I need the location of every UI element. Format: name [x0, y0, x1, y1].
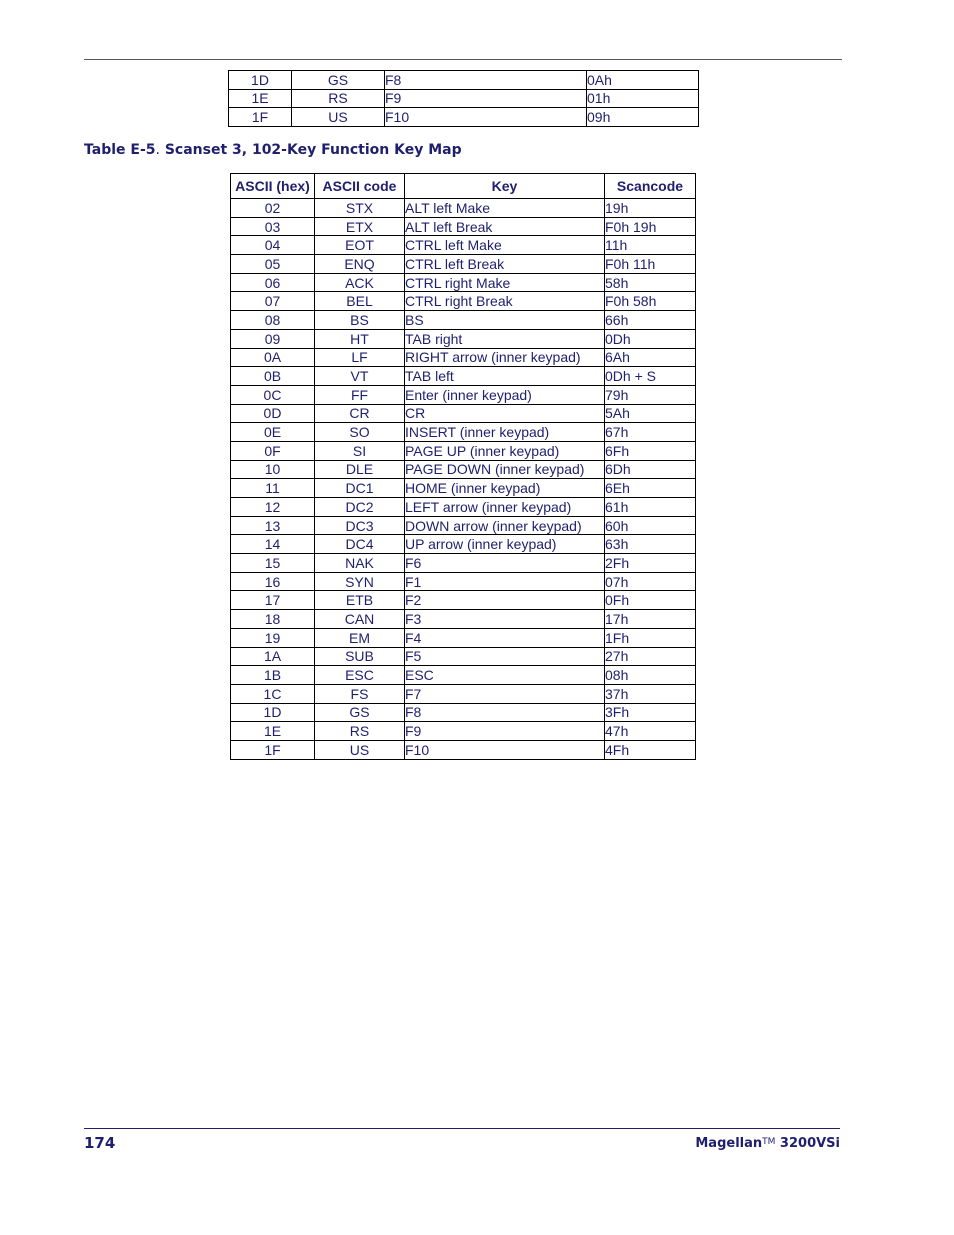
- table-row: [231, 199, 696, 218]
- ascii-hex-cell: 19: [231, 628, 315, 647]
- ascii-hex-cell: 0C: [231, 385, 315, 404]
- scancode-cell: 0Dh: [605, 329, 696, 348]
- table-row: [231, 554, 696, 573]
- scancode-cell: 0Ah: [587, 71, 699, 90]
- ascii-code-cell: SI: [315, 441, 405, 460]
- scancode-cell: 79h: [605, 385, 696, 404]
- key-cell: F10: [385, 108, 587, 127]
- scancode-cell: 63h: [605, 535, 696, 554]
- key-cell: CTRL left Break: [405, 255, 605, 274]
- ascii-hex-cell: 05: [231, 255, 315, 274]
- ascii-hex-cell: 1E: [231, 722, 315, 741]
- table-row: [231, 311, 696, 330]
- key-cell: F9: [405, 722, 605, 741]
- ascii-hex-cell: 18: [231, 610, 315, 629]
- function-key-map-table: [230, 173, 696, 760]
- ascii-hex-cell: 0A: [231, 348, 315, 367]
- key-cell: CTRL right Break: [405, 292, 605, 311]
- table-row: [231, 329, 696, 348]
- table-row: [231, 516, 696, 535]
- scancode-cell: 6Eh: [605, 479, 696, 498]
- scancode-cell: 5Ah: [605, 404, 696, 423]
- key-cell: UP arrow (inner keypad): [405, 535, 605, 554]
- function-key-map-body: [231, 199, 696, 760]
- ascii-hex-cell: 1D: [231, 703, 315, 722]
- ascii-code-cell: SUB: [315, 647, 405, 666]
- ascii-code-cell: DLE: [315, 460, 405, 479]
- table-row: [231, 610, 696, 629]
- ascii-hex-cell: 1F: [231, 740, 315, 759]
- ascii-hex-cell: 09: [231, 329, 315, 348]
- table-row: [231, 217, 696, 236]
- table-row: [231, 628, 696, 647]
- scancode-cell: F0h 19h: [605, 217, 696, 236]
- ascii-hex-cell: 08: [231, 311, 315, 330]
- key-cell: DOWN arrow (inner keypad): [405, 516, 605, 535]
- ascii-code-cell: EM: [315, 628, 405, 647]
- key-cell: F7: [405, 684, 605, 703]
- table-row: [231, 404, 696, 423]
- trademark-mark: TM: [762, 1137, 776, 1147]
- scancode-cell: 08h: [605, 666, 696, 685]
- key-cell: ESC: [405, 666, 605, 685]
- scancode-cell: 66h: [605, 311, 696, 330]
- ascii-hex-cell: 15: [231, 554, 315, 573]
- ascii-hex-cell: 14: [231, 535, 315, 554]
- key-cell: INSERT (inner keypad): [405, 423, 605, 442]
- ascii-code-cell: DC3: [315, 516, 405, 535]
- scancode-cell: 4Fh: [605, 740, 696, 759]
- table-row: [231, 385, 696, 404]
- header-rule: [84, 59, 842, 60]
- table-row: [231, 535, 696, 554]
- table-row: [231, 423, 696, 442]
- ascii-hex-cell: 06: [231, 273, 315, 292]
- scancode-cell: 07h: [605, 572, 696, 591]
- ascii-code-cell: CR: [315, 404, 405, 423]
- ascii-code-cell: RS: [292, 89, 385, 108]
- scancode-cell: 0Fh: [605, 591, 696, 610]
- scancode-cell: 27h: [605, 647, 696, 666]
- table-row: [231, 367, 696, 386]
- scancode-cell: 60h: [605, 516, 696, 535]
- table-row: [231, 591, 696, 610]
- ascii-hex-cell: 07: [231, 292, 315, 311]
- table-row: [231, 273, 696, 292]
- key-cell: LEFT arrow (inner keypad): [405, 498, 605, 517]
- ascii-hex-cell: 10: [231, 460, 315, 479]
- ascii-code-cell: BS: [315, 311, 405, 330]
- continued-table-body: [229, 71, 699, 127]
- ascii-code-cell: DC1: [315, 479, 405, 498]
- table-row: [231, 479, 696, 498]
- key-cell: BS: [405, 311, 605, 330]
- scancode-cell: 0Dh + S: [605, 367, 696, 386]
- scancode-cell: 6Dh: [605, 460, 696, 479]
- product-model: 3200VSi: [775, 1136, 840, 1151]
- ascii-code-cell: SYN: [315, 572, 405, 591]
- scancode-cell: F0h 58h: [605, 292, 696, 311]
- ascii-hex-cell: 1E: [229, 89, 292, 108]
- table-row: [231, 666, 696, 685]
- header-ascii-code: ASCII code: [315, 174, 405, 199]
- ascii-code-cell: LF: [315, 348, 405, 367]
- key-cell: PAGE DOWN (inner keypad): [405, 460, 605, 479]
- ascii-hex-cell: 0E: [231, 423, 315, 442]
- scancode-cell: 2Fh: [605, 554, 696, 573]
- key-cell: F8: [405, 703, 605, 722]
- key-cell: F10: [405, 740, 605, 759]
- key-cell: ALT left Make: [405, 199, 605, 218]
- ascii-code-cell: DC4: [315, 535, 405, 554]
- table-caption-dot: .: [155, 142, 160, 158]
- table-row: [231, 236, 696, 255]
- ascii-code-cell: SO: [315, 423, 405, 442]
- scancode-cell: 47h: [605, 722, 696, 741]
- header-key: Key: [405, 174, 605, 199]
- scancode-cell: 19h: [605, 199, 696, 218]
- ascii-hex-cell: 1C: [231, 684, 315, 703]
- scancode-cell: 58h: [605, 273, 696, 292]
- ascii-code-cell: US: [292, 108, 385, 127]
- ascii-hex-cell: 0F: [231, 441, 315, 460]
- ascii-hex-cell: 1B: [231, 666, 315, 685]
- table-row: [231, 498, 696, 517]
- table-row: [231, 441, 696, 460]
- table-row: [231, 255, 696, 274]
- key-cell: F5: [405, 647, 605, 666]
- table-row: [231, 684, 696, 703]
- ascii-code-cell: BEL: [315, 292, 405, 311]
- ascii-code-cell: FS: [315, 684, 405, 703]
- ascii-hex-cell: 04: [231, 236, 315, 255]
- ascii-code-cell: ACK: [315, 273, 405, 292]
- product-name: [695, 1136, 840, 1151]
- scancode-cell: F0h 11h: [605, 255, 696, 274]
- ascii-hex-cell: 13: [231, 516, 315, 535]
- key-cell: F6: [405, 554, 605, 573]
- key-cell: ALT left Break: [405, 217, 605, 236]
- ascii-code-cell: GS: [315, 703, 405, 722]
- scancode-cell: 6Ah: [605, 348, 696, 367]
- table-caption-title: Scanset 3, 102-Key Function Key Map: [159, 142, 462, 158]
- scancode-cell: 1Fh: [605, 628, 696, 647]
- table-row: [229, 108, 699, 127]
- key-cell: F9: [385, 89, 587, 108]
- ascii-code-cell: US: [315, 740, 405, 759]
- scancode-cell: 01h: [587, 89, 699, 108]
- key-cell: CTRL left Make: [405, 236, 605, 255]
- table-header-row: [231, 174, 696, 199]
- scancode-cell: 11h: [605, 236, 696, 255]
- continued-table: [228, 70, 699, 127]
- ascii-code-cell: DC2: [315, 498, 405, 517]
- ascii-code-cell: VT: [315, 367, 405, 386]
- header-scancode: Scancode: [605, 174, 696, 199]
- scancode-cell: 09h: [587, 108, 699, 127]
- ascii-code-cell: EOT: [315, 236, 405, 255]
- table-row: [231, 703, 696, 722]
- scancode-cell: 67h: [605, 423, 696, 442]
- page-number: 174: [84, 1134, 116, 1152]
- key-cell: PAGE UP (inner keypad): [405, 441, 605, 460]
- ascii-hex-cell: 11: [231, 479, 315, 498]
- key-cell: RIGHT arrow (inner keypad): [405, 348, 605, 367]
- table-row: [229, 71, 699, 90]
- ascii-hex-cell: 1A: [231, 647, 315, 666]
- ascii-code-cell: NAK: [315, 554, 405, 573]
- table-row: [231, 722, 696, 741]
- key-cell: CTRL right Make: [405, 273, 605, 292]
- table-row: [229, 89, 699, 108]
- table-row: [231, 740, 696, 759]
- key-cell: F8: [385, 71, 587, 90]
- scancode-cell: 6Fh: [605, 441, 696, 460]
- ascii-hex-cell: 0D: [231, 404, 315, 423]
- ascii-hex-cell: 03: [231, 217, 315, 236]
- scancode-cell: 37h: [605, 684, 696, 703]
- key-cell: Enter (inner keypad): [405, 385, 605, 404]
- scancode-cell: 61h: [605, 498, 696, 517]
- ascii-hex-cell: 02: [231, 199, 315, 218]
- ascii-code-cell: CAN: [315, 610, 405, 629]
- ascii-hex-cell: 1D: [229, 71, 292, 90]
- table-caption-label: Table E-5: [84, 142, 156, 158]
- key-cell: F3: [405, 610, 605, 629]
- ascii-code-cell: ENQ: [315, 255, 405, 274]
- ascii-code-cell: ESC: [315, 666, 405, 685]
- table-caption: [84, 142, 462, 158]
- key-cell: F2: [405, 591, 605, 610]
- product-brand: Magellan: [695, 1136, 763, 1151]
- ascii-hex-cell: 0B: [231, 367, 315, 386]
- ascii-code-cell: ETX: [315, 217, 405, 236]
- key-cell: TAB right: [405, 329, 605, 348]
- ascii-code-cell: HT: [315, 329, 405, 348]
- header-ascii-hex: ASCII (hex): [231, 174, 315, 199]
- ascii-hex-cell: 17: [231, 591, 315, 610]
- table-row: [231, 647, 696, 666]
- key-cell: TAB left: [405, 367, 605, 386]
- ascii-code-cell: STX: [315, 199, 405, 218]
- key-cell: F4: [405, 628, 605, 647]
- scancode-cell: 3Fh: [605, 703, 696, 722]
- table-row: [231, 292, 696, 311]
- ascii-hex-cell: 1F: [229, 108, 292, 127]
- ascii-code-cell: GS: [292, 71, 385, 90]
- ascii-code-cell: RS: [315, 722, 405, 741]
- ascii-code-cell: FF: [315, 385, 405, 404]
- scancode-cell: 17h: [605, 610, 696, 629]
- footer-rule: [84, 1128, 840, 1129]
- table-row: [231, 572, 696, 591]
- key-cell: CR: [405, 404, 605, 423]
- table-row: [231, 348, 696, 367]
- key-cell: HOME (inner keypad): [405, 479, 605, 498]
- ascii-hex-cell: 12: [231, 498, 315, 517]
- ascii-hex-cell: 16: [231, 572, 315, 591]
- key-cell: F1: [405, 572, 605, 591]
- table-row: [231, 460, 696, 479]
- ascii-code-cell: ETB: [315, 591, 405, 610]
